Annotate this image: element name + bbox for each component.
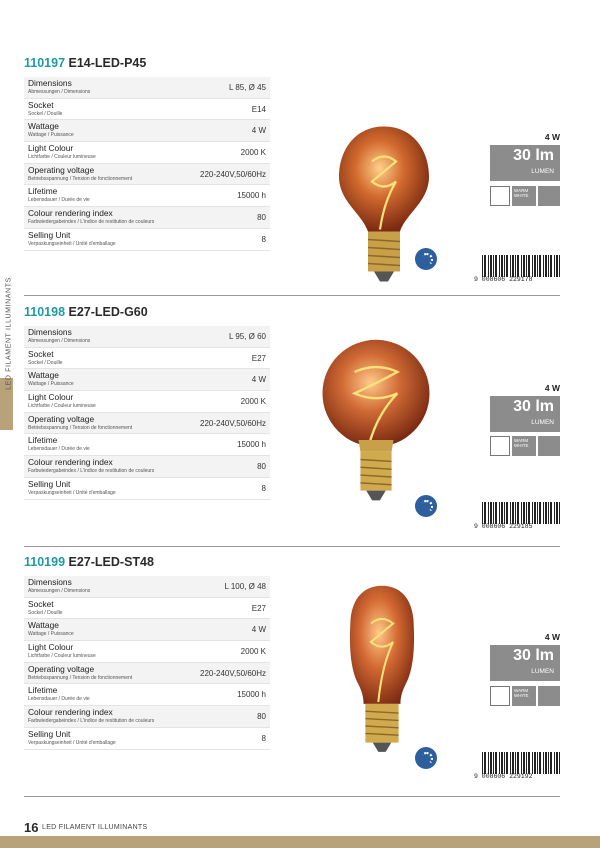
spec-sublabel: Sockel / Douille: [28, 110, 63, 117]
product-code: 110197: [24, 56, 66, 70]
spec-label: Lifetime: [28, 186, 58, 197]
spec-value: 4 W: [251, 126, 266, 136]
spec-value: 2000 K: [240, 647, 266, 657]
lumen-box: [490, 645, 560, 681]
product-110199: [24, 555, 560, 790]
warm-white-icon: WARM WHITE: [512, 436, 536, 456]
spec-label: Light Colour: [28, 642, 74, 653]
bulb-st48-image: [322, 582, 442, 762]
spec-row-selling-unit: [24, 478, 270, 500]
spec-value: 80: [257, 462, 266, 472]
watt-badge: 4 W: [544, 132, 560, 142]
product-code: 110199: [24, 555, 66, 569]
spec-row-light-colour: [24, 391, 270, 413]
spec-value: 4 W: [251, 375, 266, 385]
lumen-value: 30 lm: [513, 398, 554, 415]
spec-value: 8: [261, 483, 266, 493]
spec-sublabel: Lebensdauer / Durée de vie: [28, 696, 90, 703]
spec-row-lifetime: [24, 185, 270, 207]
footer-label: LED FILAMENT ILLUMINANTS: [42, 824, 148, 831]
spec-row-wattage: [24, 619, 270, 641]
product-name: E27-LED-ST48: [68, 555, 154, 569]
spec-row-socket: [24, 99, 270, 121]
spec-value: 15000 h: [237, 191, 266, 201]
spec-sublabel: Abmessungen / Dimensions: [28, 89, 91, 95]
feature-icons: [490, 186, 560, 206]
lumen-value: 30 lm: [513, 647, 554, 664]
spec-label: Operating voltage: [28, 663, 95, 674]
spec-sublabel: Wattage / Puissance: [28, 132, 74, 139]
dim-icon: [538, 186, 560, 206]
spec-value: 220-240V,50/60Hz: [200, 418, 266, 428]
page-number: 16: [24, 820, 39, 835]
spec-row-light-colour: [24, 641, 270, 663]
product-110198: [24, 305, 560, 540]
product-title: [24, 305, 560, 321]
spec-sublabel: Lichtfarbe / Couleur lumineuse: [28, 403, 96, 410]
dim-icon: [538, 436, 560, 456]
lumen-label: LUMEN: [531, 419, 554, 426]
spec-row-selling-unit: [24, 728, 270, 750]
divider: [24, 295, 560, 296]
footer-bar: [0, 836, 600, 848]
dimmable-icon: [415, 248, 437, 270]
spec-label: Colour rendering index: [28, 457, 113, 468]
warm-white-icon: WARM WHITE: [512, 686, 536, 706]
spec-value: E27: [251, 353, 266, 363]
spec-value: 15000 h: [237, 690, 266, 700]
warm-white-icon: WARM WHITE: [512, 186, 536, 206]
spec-label: Wattage: [28, 370, 59, 381]
spec-table: [24, 77, 270, 251]
product-name: E27-LED-G60: [68, 305, 148, 319]
spec-row-wattage: [24, 120, 270, 142]
spec-table: [24, 326, 270, 500]
spec-label: Socket: [28, 598, 54, 609]
spec-row-socket: [24, 348, 270, 370]
spec-sublabel: Lichtfarbe / Couleur lumineuse: [28, 653, 96, 660]
spec-label: Dimensions: [28, 577, 72, 587]
bulb-g60-image: [316, 333, 436, 513]
lumen-box: [490, 145, 560, 181]
spec-value: 80: [257, 213, 266, 223]
spec-value: L 95, Ø 60: [228, 332, 266, 341]
spec-sublabel: Farbwiedergabeindex / L'indice de restitution de couleurs: [28, 718, 155, 725]
spec-value: 2000 K: [240, 397, 266, 407]
spec-row-voltage: [24, 413, 270, 435]
spec-sublabel: Betriebsspannung / Tension de fonctionnement: [28, 175, 133, 182]
divider: [24, 796, 560, 797]
lumen-label: LUMEN: [531, 168, 554, 175]
spec-label: Operating voltage: [28, 413, 95, 424]
lamp-icon: [490, 186, 510, 206]
barcode-bars: [482, 255, 560, 277]
spec-row-cri: [24, 207, 270, 229]
dimmable-icon: [415, 495, 437, 517]
spec-label: Dimensions: [28, 327, 72, 337]
spec-value: 220-240V,50/60Hz: [200, 668, 266, 678]
spec-value: 4 W: [251, 625, 266, 635]
spec-row-cri: [24, 456, 270, 478]
spec-sublabel: Abmessungen / Dimensions: [28, 588, 91, 594]
spec-sublabel: Farbwiedergabeindex / L'indice de restitution de couleurs: [28, 219, 155, 226]
lumen-value: 30 lm: [513, 147, 554, 164]
spec-label: Light Colour: [28, 392, 74, 403]
spec-value: 8: [261, 733, 266, 743]
spec-label: Light Colour: [28, 143, 74, 154]
spec-row-dimensions: [24, 576, 270, 598]
watt-badge: 4 W: [544, 632, 560, 642]
spec-sublabel: Sockel / Douille: [28, 359, 63, 366]
spec-value: 2000 K: [240, 148, 266, 158]
spec-label: Selling Unit: [28, 229, 71, 240]
spec-value: 8: [261, 234, 266, 244]
spec-label: Wattage: [28, 121, 59, 132]
product-name: E14-LED-P45: [68, 56, 147, 70]
spec-sublabel: Wattage / Puissance: [28, 631, 74, 638]
spec-value: L 100, Ø 48: [224, 582, 266, 591]
spec-sublabel: Betriebsspannung / Tension de fonctionnement: [28, 424, 133, 431]
spec-sublabel: Lebensdauer / Durée de vie: [28, 446, 90, 453]
spec-value: L 85, Ø 45: [228, 83, 266, 92]
feature-icons: [490, 436, 560, 456]
dim-icon: [538, 686, 560, 706]
spec-sublabel: Betriebsspannung / Tension de fonctionnement: [28, 674, 133, 681]
spec-label: Dimensions: [28, 78, 72, 88]
lamp-icon: [490, 686, 510, 706]
spec-row-lifetime: [24, 684, 270, 706]
spec-sublabel: Verpaskungseinheit / Unité d'emballage: [28, 240, 116, 247]
side-label: LED FILAMENT ILLUMINANTS: [5, 277, 13, 390]
watt-badge: 4 W: [544, 383, 560, 393]
spec-label: Operating voltage: [28, 164, 95, 175]
spec-value: E14: [251, 104, 266, 114]
spec-row-voltage: [24, 663, 270, 685]
spec-label: Socket: [28, 348, 54, 359]
spec-row-lifetime: [24, 434, 270, 456]
spec-sublabel: Wattage / Puissance: [28, 381, 74, 388]
spec-sublabel: Verpaskungseinheit / Unité d'emballage: [28, 489, 116, 496]
spec-row-socket: [24, 598, 270, 620]
spec-label: Colour rendering index: [28, 707, 113, 718]
barcode: [474, 502, 560, 532]
spec-row-wattage: [24, 369, 270, 391]
barcode-digits: 9 008606 229185: [474, 523, 533, 530]
feature-icons: [490, 686, 560, 706]
spec-row-light-colour: [24, 142, 270, 164]
dimmable-icon: [415, 747, 437, 769]
barcode-bars: [482, 752, 560, 774]
spec-value: 220-240V,50/60Hz: [200, 169, 266, 179]
product-title: [24, 555, 560, 571]
spec-value: 80: [257, 712, 266, 722]
spec-row-cri: [24, 706, 270, 728]
barcode-digits: 9 008606 229192: [474, 773, 533, 780]
spec-table: [24, 576, 270, 750]
spec-sublabel: Sockel / Douille: [28, 609, 63, 616]
divider: [24, 546, 560, 547]
spec-sublabel: Lichtfarbe / Couleur lumineuse: [28, 154, 96, 161]
spec-label: Wattage: [28, 620, 59, 631]
barcode: [474, 752, 560, 782]
spec-label: Colour rendering index: [28, 208, 113, 219]
spec-label: Socket: [28, 99, 54, 110]
spec-label: Selling Unit: [28, 478, 71, 489]
spec-row-dimensions: [24, 77, 270, 99]
lamp-icon: [490, 436, 510, 456]
spec-sublabel: Lebensdauer / Durée de vie: [28, 197, 90, 204]
spec-row-voltage: [24, 164, 270, 186]
lumen-box: [490, 396, 560, 432]
product-110197: [24, 56, 560, 286]
spec-value: 15000 h: [237, 440, 266, 450]
spec-sublabel: Verpaskungseinheit / Unité d'emballage: [28, 739, 116, 746]
spec-label: Lifetime: [28, 685, 58, 696]
spec-label: Selling Unit: [28, 728, 71, 739]
spec-row-dimensions: [24, 326, 270, 348]
spec-sublabel: Farbwiedergabeindex / L'indice de restitution de couleurs: [28, 468, 155, 475]
product-code: 110198: [24, 305, 66, 319]
spec-value: E27: [251, 603, 266, 613]
barcode: [474, 255, 560, 285]
lumen-label: LUMEN: [531, 668, 554, 675]
spec-row-selling-unit: [24, 229, 270, 251]
spec-label: Lifetime: [28, 435, 58, 446]
spec-sublabel: Abmessungen / Dimensions: [28, 338, 91, 344]
barcode-digits: 9 008606 229178: [474, 276, 533, 283]
barcode-bars: [482, 502, 560, 524]
product-title: [24, 56, 560, 72]
